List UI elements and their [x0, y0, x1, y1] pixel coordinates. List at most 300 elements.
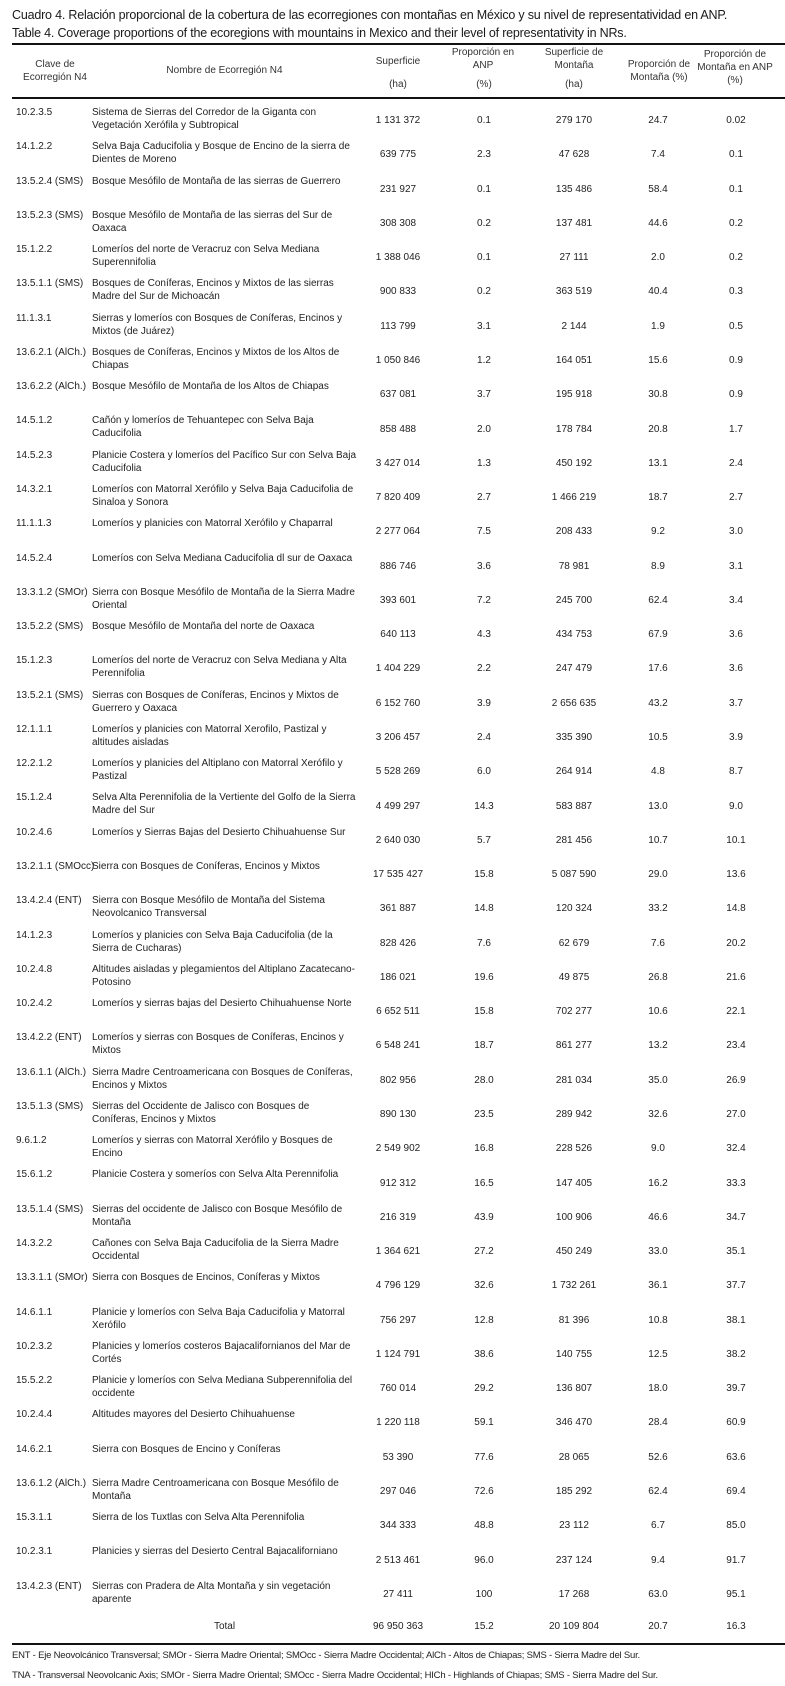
- cell-panp: 15.8: [474, 1006, 494, 1018]
- cell-supm: 281 034: [555, 1074, 593, 1086]
- cell-pm: 9.2: [651, 526, 665, 538]
- cell-sup: 912 312: [379, 1177, 417, 1189]
- cell-name: Selva Alta Perennifolia de la Vertiente del Golfo de la Sierra Madre del Sur: [92, 792, 356, 817]
- cell-name: Cañón y lomeríos de Tehuantepec con Selva Baja Caducifolia: [92, 415, 314, 440]
- cell-code: 15.5.2.2: [16, 1375, 53, 1387]
- cell-panp: 15.8: [474, 869, 494, 881]
- cell-code: 15.3.1.1: [16, 1512, 53, 1524]
- cell-code: 13.6.1.2 (AlCh.): [16, 1477, 87, 1489]
- cell-sup: 640 113: [380, 629, 416, 641]
- cell-sup: 637 081: [379, 389, 417, 401]
- cell-name: Planicies y lomeríos costeros Bajacalifornianos del Mar de Cortés: [92, 1340, 351, 1365]
- cell-code: 15.1.2.2: [16, 244, 53, 256]
- cell-pm: 13.1: [648, 457, 668, 469]
- cell-code: 13.5.2.1 (SMS): [16, 689, 84, 701]
- table-row: [12, 618, 785, 652]
- cell-sup: 802 956: [379, 1074, 417, 1086]
- header-code: Clave de Ecorregión N4: [23, 59, 87, 83]
- cell-pm: 46.6: [648, 1211, 668, 1223]
- cell-pm: 30.8: [648, 389, 668, 401]
- cell-code: 11.1.3.1: [16, 312, 52, 324]
- cell-panp: 27.2: [474, 1246, 494, 1258]
- cell-supm: 245 700: [555, 594, 593, 606]
- cell-supm: 434 753: [555, 629, 593, 641]
- cell-pm: 17.6: [648, 663, 668, 675]
- cell-name: Lomeríos del norte de Veracruz con Selva Mediana Superennifolia: [92, 244, 320, 269]
- cell-name: Sierras con Bosques de Coníferas, Encinos y Mixtos de Guerrero y Oaxaca: [92, 689, 339, 714]
- cell-code: 10.2.3.1: [16, 1546, 53, 1558]
- cell-pm: 40.4: [648, 286, 668, 298]
- cell-name: Bosque Mesófilo de Montaña de las sierras del Sur de Oaxaca: [92, 209, 333, 234]
- cell-name: Lomeríos y sierras con Bosques de Coníferas, Encinos y Mixtos: [92, 1032, 344, 1057]
- cell-supm: 335 390: [555, 732, 593, 744]
- cell-panp: 0.2: [477, 286, 491, 298]
- cell-code: 13.5.1.3 (SMS): [16, 1100, 84, 1112]
- cell-pm: 18.7: [648, 492, 668, 504]
- table-row: [12, 1166, 785, 1200]
- cell-pma: 26.9: [726, 1074, 746, 1086]
- cell-panp: 16.5: [474, 1177, 494, 1189]
- cell-code: 14.1.2.2: [16, 141, 53, 153]
- cell-supm: 78 981: [558, 560, 590, 572]
- table-caption: [12, 6, 782, 42]
- cell-name: Planicie y lomeríos con Selva Baja Caducifolia y Matorral Xerófilo: [92, 1306, 345, 1331]
- cell-pm: 63.0: [648, 1588, 668, 1600]
- cell-pma: 3.1: [729, 560, 743, 572]
- cell-name: Lomeríos del norte de Veracruz con Selva Mediana y Alta Perennifolia: [92, 655, 347, 680]
- cell-supm: 264 914: [555, 766, 593, 778]
- cell-sup: 1 364 621: [375, 1246, 421, 1258]
- cell-panp: 7.5: [477, 526, 491, 538]
- header-supm: Superficie de Montaña: [544, 47, 604, 71]
- cell-supm: 135 486: [555, 183, 593, 195]
- total-sup: 96 950 363: [372, 1621, 424, 1632]
- cell-pm: 33.0: [648, 1246, 668, 1258]
- header-name: Nombre de Ecorregión N4: [166, 65, 283, 76]
- cell-sup: 3 427 014: [375, 457, 421, 469]
- cell-panp: 100: [475, 1588, 493, 1600]
- cell-code: 14.3.2.2: [16, 1238, 53, 1249]
- cell-panp: 3.7: [477, 389, 491, 401]
- cell-panp: 14.8: [474, 903, 494, 915]
- cell-supm: 178 784: [555, 423, 593, 435]
- cell-name: Cañones con Selva Baja Caducifolia de la Sierra Madre Occidental: [92, 1238, 339, 1262]
- cell-pma: 38.2: [726, 1348, 746, 1360]
- cell-pma: 0.9: [729, 355, 743, 367]
- cell-name: Planicies y sierras del Desierto Central Bajacaliforniano: [92, 1546, 338, 1558]
- cell-sup: 1 050 846: [375, 355, 421, 367]
- cell-pma: 0.1: [729, 149, 743, 161]
- footnote-spanish: ENT - Eje Neovolcánico Transversal; SMOr - Sierra Madre Oriental; SMOcc - Sierra Madre Occidental; AlCh - Altos de Chiapas; SMS - Sierra Madre del Sur.: [12, 1650, 640, 1661]
- header-pm: Proporción de Montaña (%): [627, 59, 691, 83]
- cell-supm: 147 405: [555, 1177, 593, 1189]
- cell-supm: 17 268: [558, 1588, 590, 1600]
- table-row: [12, 789, 785, 823]
- cell-sup: 3 206 457: [375, 732, 421, 744]
- cell-code: 10.2.4.2: [16, 998, 53, 1010]
- cell-panp: 96.0: [474, 1554, 494, 1566]
- cell-supm: 100 906: [555, 1211, 593, 1223]
- cell-panp: 5.7: [477, 834, 491, 846]
- cell-pma: 91.7: [726, 1554, 746, 1566]
- cell-pm: 28.4: [648, 1417, 668, 1429]
- cell-pm: 26.8: [648, 971, 668, 983]
- footnote-english: TNA - Transversal Neovolcanic Axis; SMOr - Sierra Madre Oriental; SMOcc - Sierra Madre Occidental; HICh - Highlands of Chiapas; SMS - Sierra Madre del Sur.: [12, 1670, 658, 1681]
- cell-pm: 33.2: [648, 903, 668, 915]
- cell-sup: 27 411: [383, 1588, 413, 1600]
- cell-sup: 361 887: [379, 903, 417, 915]
- cell-pm: 4.8: [651, 766, 665, 778]
- table-row: [12, 1098, 785, 1132]
- cell-panp: 0.1: [477, 115, 491, 127]
- table-row: [12, 1509, 785, 1543]
- cell-pm: 35.0: [648, 1074, 668, 1086]
- cell-pm: 24.7: [648, 115, 668, 127]
- cell-supm: 208 433: [555, 526, 593, 538]
- cell-name: Lomeríos con Matorral Xerófilo y Selva Baja Caducifolia de Sinaloa y Sonora: [92, 484, 354, 508]
- table-row: [12, 995, 785, 1029]
- table-row: [12, 1338, 785, 1372]
- header-pma: Proporción de Montaña en ANP (%): [697, 49, 773, 86]
- cell-supm: 164 051: [555, 355, 593, 367]
- table-row: [12, 1269, 785, 1303]
- cell-supm: 81 396: [558, 1314, 590, 1326]
- cell-supm: 279 170: [555, 115, 593, 127]
- cell-name: Selva Baja Caducifolia y Bosque de Encino de la sierra de Dientes de Moreno: [92, 141, 350, 166]
- cell-sup: 2 513 461: [375, 1554, 421, 1566]
- cell-pm: 10.6: [648, 1006, 668, 1018]
- caption-english: Table 4. Coverage proportions of the ecoregions with mountains in Mexico and their level of representativity in NRs.: [12, 26, 627, 40]
- cell-code: 15.1.2.4: [16, 792, 53, 804]
- cell-name: Sierra con Bosques de Encinos, Coníferas y Mixtos: [92, 1272, 320, 1284]
- cell-panp: 4.3: [477, 629, 491, 641]
- cell-sup: 1 220 118: [376, 1417, 420, 1429]
- cell-pm: 62.4: [648, 594, 668, 606]
- cell-code: 13.3.1.2 (SMOr): [16, 586, 88, 598]
- cell-supm: 185 292: [555, 1486, 593, 1498]
- cell-name: Sierras con Pradera de Alta Montaña y sin vegetación aparente: [92, 1580, 331, 1605]
- cell-panp: 19.6: [474, 971, 494, 983]
- cell-pm: 7.6: [651, 937, 665, 949]
- cell-sup: 756 297: [379, 1314, 417, 1326]
- cell-name: Lomeríos y planicies con Matorral Xerófilo y Chaparral: [92, 518, 333, 530]
- cell-code: 14.6.1.1: [16, 1306, 53, 1318]
- table-row: [12, 138, 785, 172]
- cell-code: 13.4.2.2 (ENT): [16, 1032, 82, 1044]
- cell-panp: 2.7: [477, 492, 491, 504]
- cell-name: Sistema de Sierras del Corredor de la Giganta con Vegetación Xerófila y Subtropical: [92, 107, 317, 131]
- cell-panp: 18.7: [474, 1040, 494, 1052]
- cell-supm: 28 065: [558, 1451, 590, 1463]
- cell-pm: 12.5: [648, 1348, 668, 1360]
- cell-pma: 95.1: [726, 1588, 746, 1600]
- cell-name: Bosque Mesófilo de Montaña del norte de Oaxaca: [92, 621, 315, 633]
- cell-name: Sierras y lomeríos con Bosques de Coníferas, Encinos y Mixtos (de Juárez): [92, 312, 343, 337]
- cell-supm: 5 087 590: [551, 869, 597, 881]
- cell-supm: 27 111: [559, 252, 589, 264]
- table-row: [12, 550, 785, 584]
- header-panp: Proporción en ANP: [451, 47, 515, 71]
- table-row: [12, 1441, 785, 1475]
- table-row: [12, 1578, 785, 1612]
- cell-sup: 1 131 372: [375, 115, 421, 127]
- cell-supm: 289 942: [555, 1109, 593, 1121]
- cell-panp: 3.6: [477, 560, 491, 572]
- cell-panp: 6.0: [477, 766, 491, 778]
- cell-panp: 0.2: [477, 217, 491, 229]
- cell-sup: 760 014: [379, 1383, 417, 1395]
- cell-code: 13.6.1.1 (AlCh.): [16, 1066, 87, 1078]
- cell-pma: 20.2: [726, 937, 746, 949]
- cell-pma: 21.6: [726, 971, 746, 983]
- cell-pma: 85.0: [726, 1520, 746, 1532]
- cell-panp: 2.0: [477, 423, 491, 435]
- cell-code: 14.5.2.3: [16, 449, 53, 461]
- cell-name: Bosque Mesófilo de Montaña de las sierras de Guerrero: [92, 175, 341, 187]
- cell-supm: 1 466 219: [551, 492, 597, 504]
- cell-pm: 52.6: [648, 1451, 668, 1463]
- cell-supm: 140 755: [555, 1348, 593, 1360]
- cell-code: 13.4.2.4 (ENT): [16, 895, 82, 907]
- cell-sup: 2 549 902: [375, 1143, 421, 1155]
- cell-code: 13.6.2.2 (AlCh.): [16, 381, 87, 393]
- cell-supm: 228 526: [555, 1143, 593, 1155]
- cell-pm: 32.6: [648, 1109, 668, 1121]
- cell-panp: 12.8: [474, 1314, 494, 1326]
- cell-panp: 3.9: [477, 697, 491, 709]
- cell-pm: 13.0: [648, 800, 668, 812]
- cell-name: Planicie y lomeríos con Selva Mediana Subperennifolia del occidente: [92, 1375, 353, 1400]
- cell-pma: 3.6: [729, 663, 743, 675]
- cell-panp: 59.1: [474, 1417, 494, 1429]
- cell-code: 10.2.4.8: [16, 963, 53, 975]
- table-row: [12, 1235, 785, 1269]
- cell-pm: 44.6: [648, 217, 668, 229]
- cell-sup: 1 404 229: [375, 663, 421, 675]
- cell-supm: 237 124: [555, 1554, 593, 1566]
- cell-pma: 0.1: [729, 183, 743, 195]
- cell-code: 13.6.2.1 (AlCh.): [16, 346, 87, 358]
- cell-sup: 53 390: [382, 1451, 414, 1463]
- cell-supm: 2 144: [561, 320, 587, 332]
- table-row: [12, 1406, 785, 1440]
- table-row: [12, 584, 785, 618]
- cell-pm: 62.4: [648, 1486, 668, 1498]
- cell-sup: 886 746: [379, 560, 417, 572]
- cell-pm: 67.9: [648, 629, 668, 641]
- table-row: [12, 824, 785, 858]
- cell-name: Sierras del occidente de Jalisco con Bosque Mesófilo de Montaña: [92, 1203, 343, 1228]
- cell-panp: 7.6: [477, 937, 491, 949]
- cell-name: Altitudes mayores del Desierto Chihuahuense: [92, 1409, 295, 1421]
- cell-pm: 7.4: [651, 149, 665, 161]
- cell-name: Altitudes aisladas y plegamientos del Altiplano Zacatecano-Potosino: [92, 963, 355, 988]
- cell-supm: 702 277: [555, 1006, 593, 1018]
- cell-name: Sierra Madre Centroamericana con Bosques de Coníferas, Encinos y Mixtos: [92, 1066, 353, 1091]
- table-row: [12, 412, 785, 446]
- cell-sup: 186 021: [379, 971, 417, 983]
- cell-pma: 0.2: [729, 217, 743, 229]
- cell-sup: 17 535 427: [372, 869, 424, 881]
- header-rule: [12, 97, 785, 99]
- table-row: [12, 241, 785, 275]
- cell-name: Sierra Madre Centroamericana con Bosque Mesófilo de Montaña: [92, 1477, 339, 1502]
- header-sup: Superficie: [375, 56, 421, 67]
- cell-code: 15.1.2.3: [16, 655, 53, 667]
- total-pm: 20.7: [648, 1621, 668, 1632]
- cell-name: Sierra con Bosques de Encino y Coníferas: [92, 1443, 281, 1455]
- table-row: [12, 1475, 785, 1509]
- cell-panp: 7.2: [477, 594, 491, 606]
- cell-code: 12.2.1.2: [16, 758, 53, 770]
- cell-supm: 450 249: [555, 1246, 593, 1258]
- cell-sup: 4 796 129: [375, 1280, 421, 1292]
- table-row: [12, 481, 785, 515]
- cell-sup: 216 319: [379, 1211, 417, 1223]
- cell-pma: 32.4: [726, 1143, 746, 1155]
- cell-pm: 16.2: [648, 1177, 668, 1189]
- cell-code: 10.2.3.2: [16, 1340, 53, 1352]
- cell-code: 12.1.1.1: [16, 723, 53, 735]
- cell-name: Planicie Costera y someríos con Selva Alta Perennifolia: [92, 1169, 339, 1181]
- cell-panp: 77.6: [474, 1451, 494, 1463]
- table-row: [12, 652, 785, 686]
- cell-pma: 0.5: [729, 320, 743, 332]
- cell-pma: 10.1: [726, 834, 746, 846]
- cell-supm: 23 112: [559, 1520, 589, 1532]
- table-row: [12, 721, 785, 755]
- cell-sup: 858 488: [379, 423, 417, 435]
- cell-name: Lomeríos y planicies del Altiplano con Matorral Xerófilo y Pastizal: [92, 758, 343, 783]
- cell-pma: 37.7: [726, 1280, 746, 1292]
- cell-pma: 3.9: [729, 732, 743, 744]
- header-panp-unit: (%): [476, 79, 492, 90]
- cell-code: 14.3.2.1: [16, 484, 53, 495]
- cell-panp: 29.2: [474, 1383, 494, 1395]
- cell-pma: 3.6: [729, 629, 743, 641]
- table-row: [12, 515, 785, 549]
- cell-pm: 43.2: [648, 697, 668, 709]
- cell-pma: 60.9: [726, 1417, 746, 1429]
- cell-code: 15.6.1.2: [16, 1169, 53, 1181]
- cell-pm: 10.5: [648, 732, 668, 744]
- cell-pma: 3.7: [729, 697, 743, 709]
- cell-name: Sierra con Bosque Mesófilo de Montaña de la Sierra Madre Oriental: [92, 586, 355, 611]
- cell-panp: 3.1: [477, 320, 491, 332]
- cell-sup: 1 388 046: [375, 252, 421, 264]
- cell-pma: 0.9: [729, 389, 743, 401]
- cell-code: 10.2.4.4: [16, 1409, 53, 1421]
- bottom-rule: [12, 1643, 785, 1645]
- cell-code: 10.2.4.6: [16, 826, 53, 838]
- cell-pma: 2.7: [729, 492, 743, 504]
- table-row: [12, 207, 785, 241]
- cell-supm: 195 918: [555, 389, 593, 401]
- cell-pma: 14.8: [726, 903, 746, 915]
- cell-sup: 6 652 511: [376, 1006, 420, 1018]
- cell-sup: 6 548 241: [375, 1040, 421, 1052]
- cell-sup: 1 124 791: [375, 1348, 421, 1360]
- cell-pma: 1.7: [729, 423, 743, 435]
- cell-pma: 34.7: [726, 1211, 746, 1223]
- cell-pma: 3.4: [729, 594, 743, 606]
- cell-name: Lomeríos y Sierras Bajas del Desierto Chihuahuense Sur: [92, 826, 346, 838]
- cell-sup: 2 640 030: [375, 834, 421, 846]
- cell-panp: 0.1: [477, 183, 491, 195]
- total-label: Total: [213, 1621, 236, 1632]
- cell-sup: 297 046: [379, 1486, 417, 1498]
- cell-pma: 2.4: [729, 457, 743, 469]
- cell-sup: 639 775: [379, 149, 417, 161]
- cell-panp: 1.3: [477, 457, 491, 469]
- cell-supm: 247 479: [555, 663, 593, 675]
- cell-pm: 9.0: [651, 1143, 665, 1155]
- cell-name: Lomeríos con Selva Mediana Caducifolia dl sur de Oaxaca: [92, 552, 353, 564]
- cell-pma: 38.1: [726, 1314, 746, 1326]
- caption-spanish: Cuadro 4. Relación proporcional de la cobertura de las ecorregiones con montañas en México y su nivel de representatividad en ANP.: [12, 8, 728, 22]
- cell-panp: 32.6: [474, 1280, 494, 1292]
- cell-name: Bosques de Coníferas, Encinos y Mixtos de las sierras Madre del Sur de Michoacán: [92, 278, 334, 303]
- table-row: [12, 1372, 785, 1406]
- cell-sup: 113 799: [380, 320, 416, 332]
- cell-code: 13.5.1.1 (SMS): [16, 278, 84, 290]
- cell-panp: 2.2: [477, 663, 491, 675]
- cell-panp: 2.3: [477, 149, 491, 161]
- cell-code: 10.2.3.5: [16, 107, 53, 118]
- cell-pma: 22.1: [726, 1006, 746, 1018]
- cell-code: 14.5.2.4: [16, 552, 53, 564]
- cell-pma: 27.0: [726, 1109, 746, 1121]
- table-row: [12, 927, 785, 961]
- cell-pm: 18.0: [648, 1383, 668, 1395]
- cell-pma: 69.4: [726, 1486, 746, 1498]
- cell-pma: 0.2: [729, 252, 743, 264]
- cell-code: 14.6.2.1: [16, 1443, 53, 1455]
- cell-supm: 583 887: [555, 800, 593, 812]
- total-supm: 20 109 804: [548, 1621, 600, 1632]
- table-row: [12, 687, 785, 721]
- header-sup-unit: (ha): [389, 79, 407, 90]
- cell-pma: 39.7: [726, 1383, 746, 1395]
- table-row: [12, 1132, 785, 1166]
- cell-sup: 231 927: [379, 183, 417, 195]
- cell-code: 13.2.1.1 (SMOcc): [16, 861, 95, 872]
- cell-panp: 16.8: [474, 1143, 494, 1155]
- table-row: [12, 310, 785, 344]
- cell-supm: 49 875: [558, 971, 590, 983]
- cell-panp: 48.8: [474, 1520, 494, 1532]
- table-row: [12, 1064, 785, 1098]
- header-supm-unit: (ha): [565, 79, 583, 90]
- cell-code: 13.4.2.3 (ENT): [16, 1580, 82, 1592]
- table-row: [12, 961, 785, 995]
- cell-panp: 2.4: [477, 732, 491, 744]
- cell-name: Sierra con Bosques de Coníferas, Encinos y Mixtos: [92, 861, 320, 872]
- cell-sup: 393 601: [379, 594, 417, 606]
- cell-supm: 2 656 635: [551, 697, 597, 709]
- cell-name: Sierras del Occidente de Jalisco con Bosques de Coníferas, Encinos y Mixtos: [92, 1100, 310, 1125]
- cell-code: 13.5.2.3 (SMS): [16, 209, 84, 221]
- cell-sup: 6 152 760: [375, 697, 421, 709]
- table-row: [12, 104, 785, 138]
- cell-name: Lomeríos y sierras con Matorral Xerófilo y Bosques de Encino: [92, 1135, 333, 1160]
- cell-supm: 120 324: [555, 903, 593, 915]
- top-rule: [12, 43, 785, 45]
- cell-sup: 900 833: [379, 286, 417, 298]
- cell-code: 11.1.1.3: [16, 518, 52, 530]
- table-row: [12, 173, 785, 207]
- table-row: [12, 1029, 785, 1063]
